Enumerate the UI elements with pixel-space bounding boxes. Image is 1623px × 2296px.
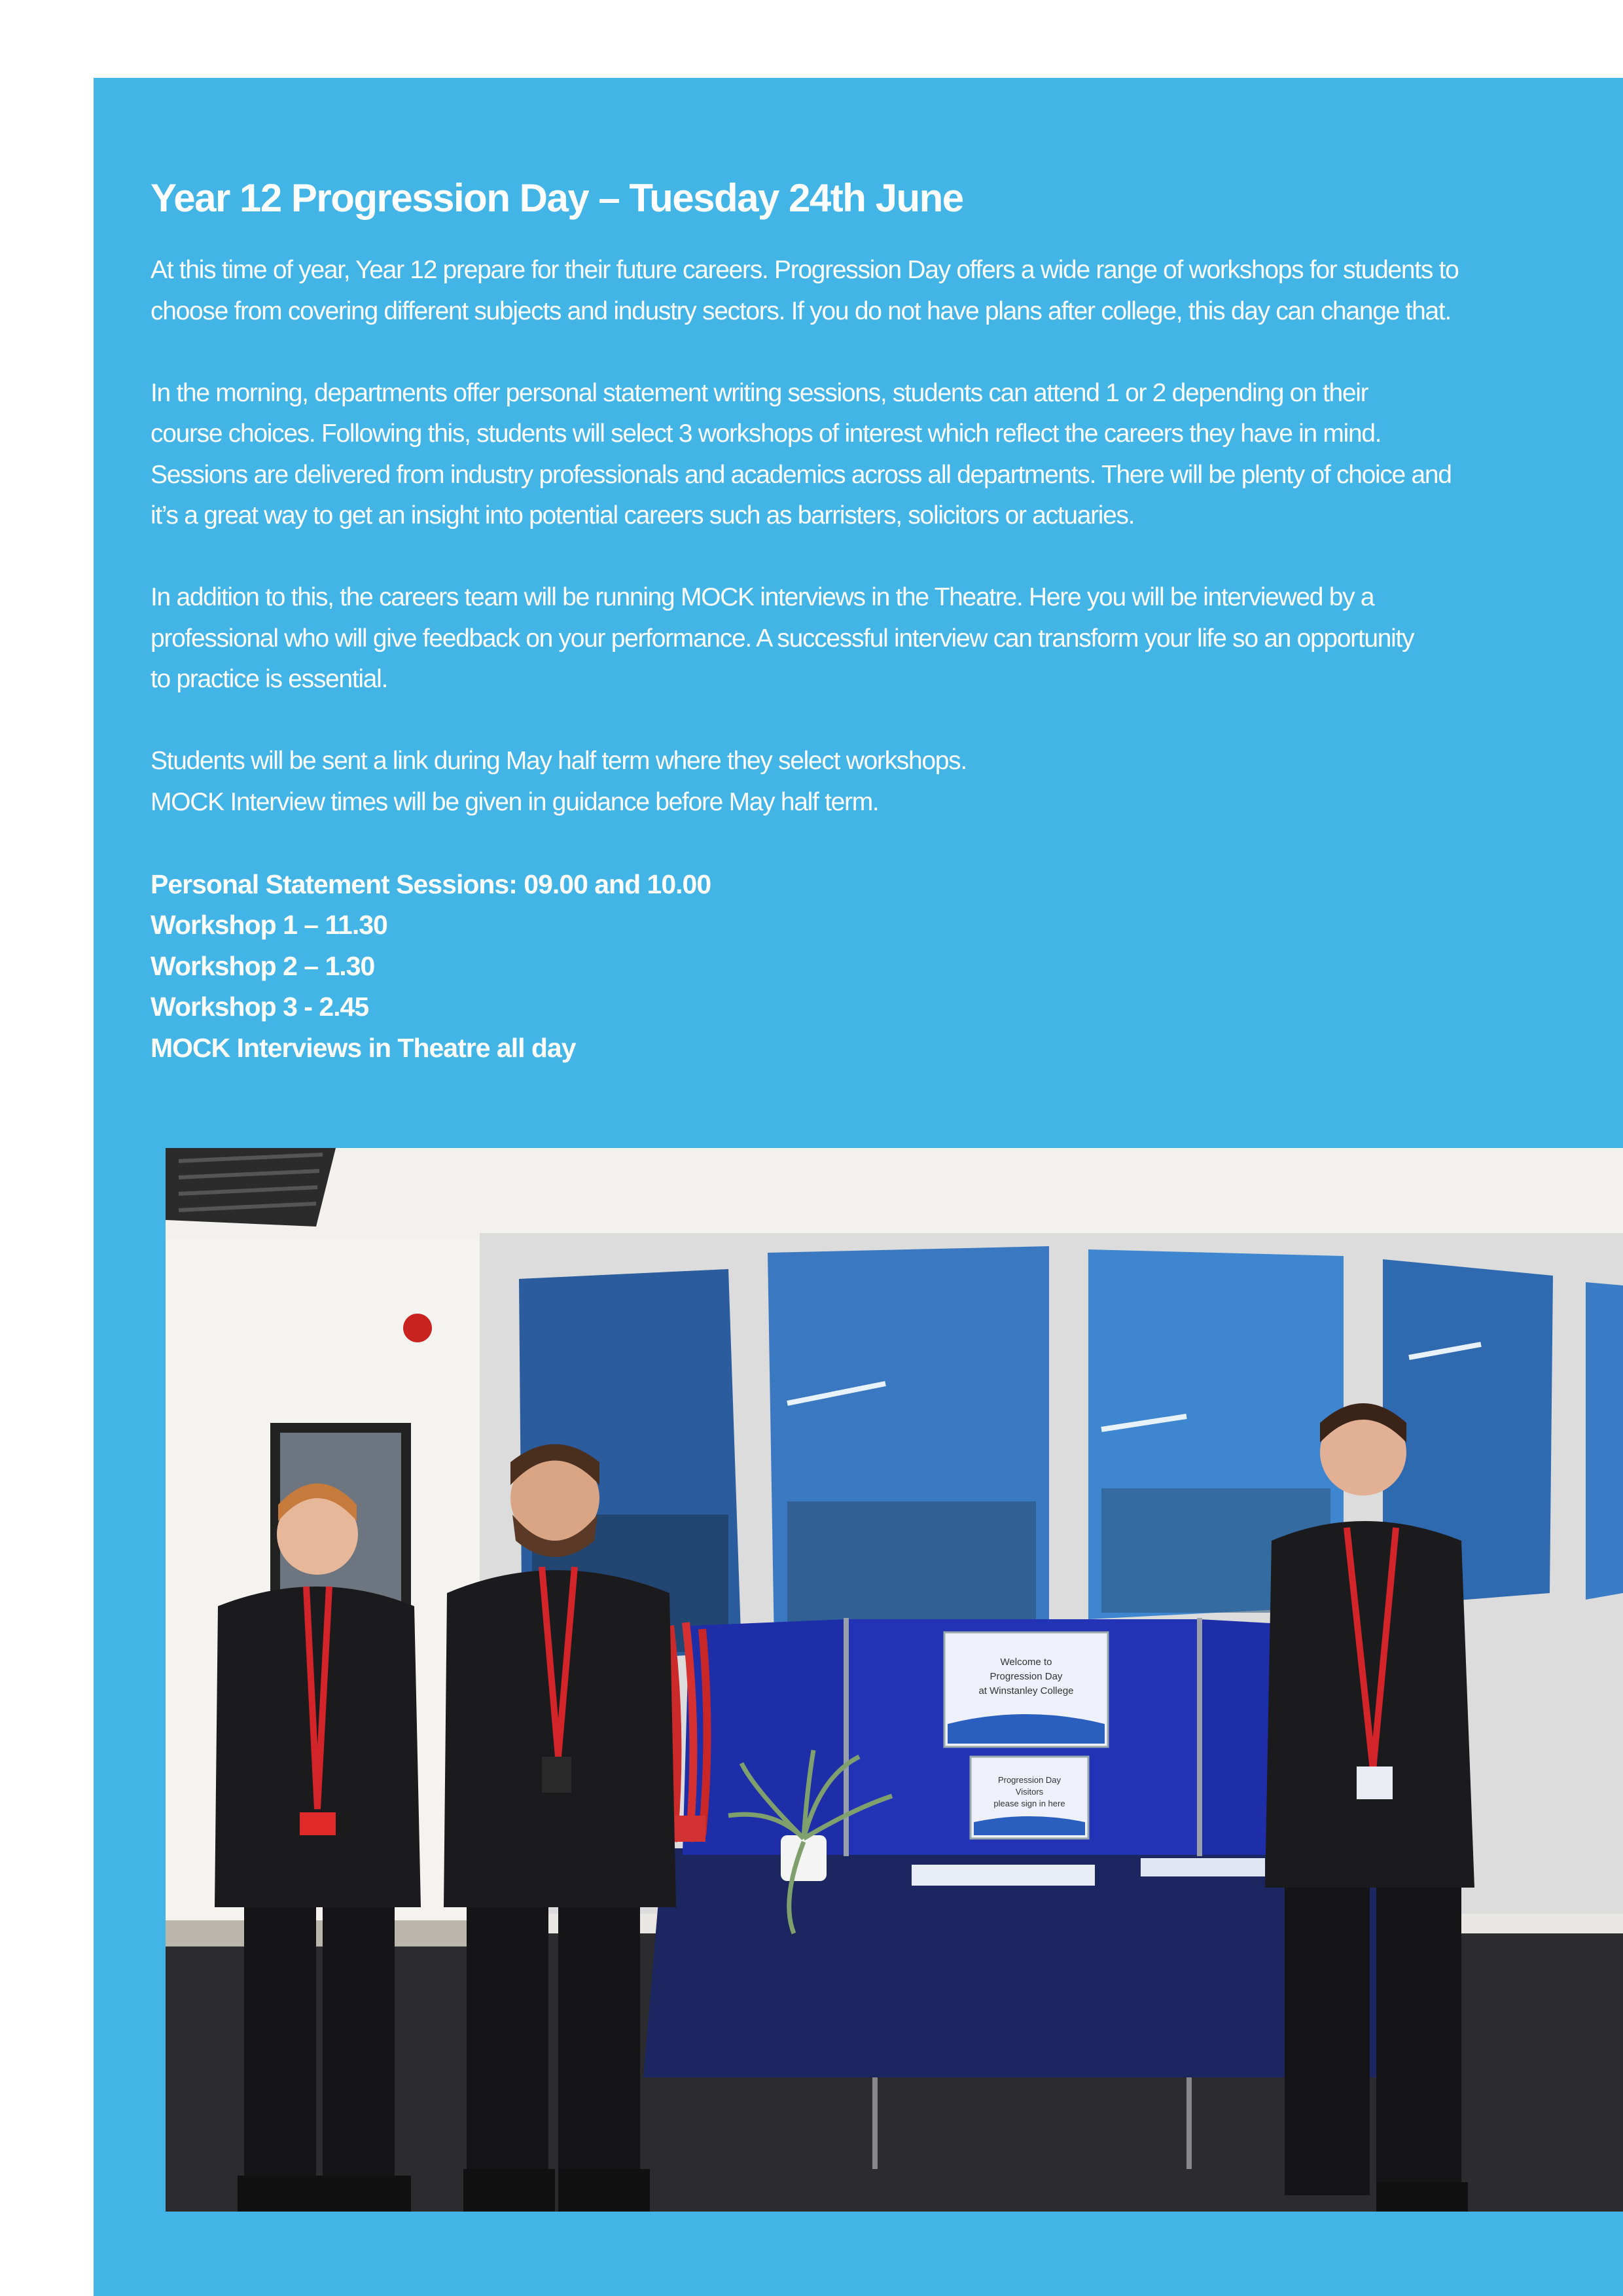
- text-line: to practice is essential.: [151, 665, 388, 693]
- welcome-sign: [944, 1632, 1108, 1747]
- page-title: Year 12 Progression Day – Tuesday 24th June: [151, 176, 963, 220]
- schedule-item: Workshop 2 – 1.30: [151, 950, 375, 981]
- article: [151, 171, 1577, 1068]
- text-line: In addition to this, the careers team will be running MOCK interviews in the Theatre. Here you will be interviewed by a: [151, 583, 1374, 611]
- text-line: In the morning, departments offer personal statement writing sessions, students can attend 1 or 2 depending on their: [151, 378, 1368, 407]
- text-line: Sessions are delivered from industry professionals and academics across all departments. There will be plenty of choice and: [151, 460, 1452, 489]
- paragraph-morning: [151, 373, 1577, 537]
- svg-text:Visitors: Visitors: [1015, 1787, 1044, 1797]
- fire-alarm: [403, 1314, 432, 1342]
- text-line: it’s a great way to get an insight into potential careers such as barristers, solicitors or actuaries.: [151, 501, 1135, 529]
- text-line: MOCK Interview times will be given in guidance before May half term.: [151, 787, 879, 816]
- paragraph-mock-interviews: [151, 577, 1577, 700]
- svg-text:Progression Day: Progression Day: [990, 1671, 1063, 1682]
- svg-text:please sign in here: please sign in here: [993, 1799, 1065, 1808]
- svg-text:at Winstanley College: at Winstanley College: [978, 1685, 1074, 1696]
- event-photo: [166, 1148, 1623, 2212]
- text-line: professional who will give feedback on your performance. A successful interview can transform your life so an opportunity: [151, 624, 1414, 653]
- sign-in-sheet: [912, 1865, 1095, 1886]
- schedule-item: MOCK Interviews in Theatre all day: [151, 1032, 576, 1063]
- text-line: choose from covering different subjects and industry sectors. If you do not have plans after college, this day can change that.: [151, 296, 1451, 325]
- visitors-sign: [971, 1757, 1088, 1839]
- text-line: course choices. Following this, students will select 3 workshops of interest which reflect the careers they have in mind.: [151, 420, 1382, 448]
- text-line: Students will be sent a link during May half term where they select workshops.: [151, 747, 967, 775]
- schedule-list: [151, 864, 1577, 1069]
- svg-text:Progression Day: Progression Day: [997, 1775, 1061, 1785]
- schedule-item: Workshop 1 – 11.30: [151, 910, 387, 940]
- text-line: At this time of year, Year 12 prepare for their future careers. Progression Day offers a wide range of workshops for students to: [151, 256, 1459, 284]
- paragraph-logistics: [151, 741, 1577, 823]
- svg-text:Welcome to: Welcome to: [1000, 1657, 1052, 1668]
- schedule-item: Personal Statement Sessions: 09.00 and 10.00: [151, 869, 711, 899]
- schedule-item: Workshop 3 - 2.45: [151, 992, 369, 1022]
- paragraph-intro: [151, 250, 1577, 332]
